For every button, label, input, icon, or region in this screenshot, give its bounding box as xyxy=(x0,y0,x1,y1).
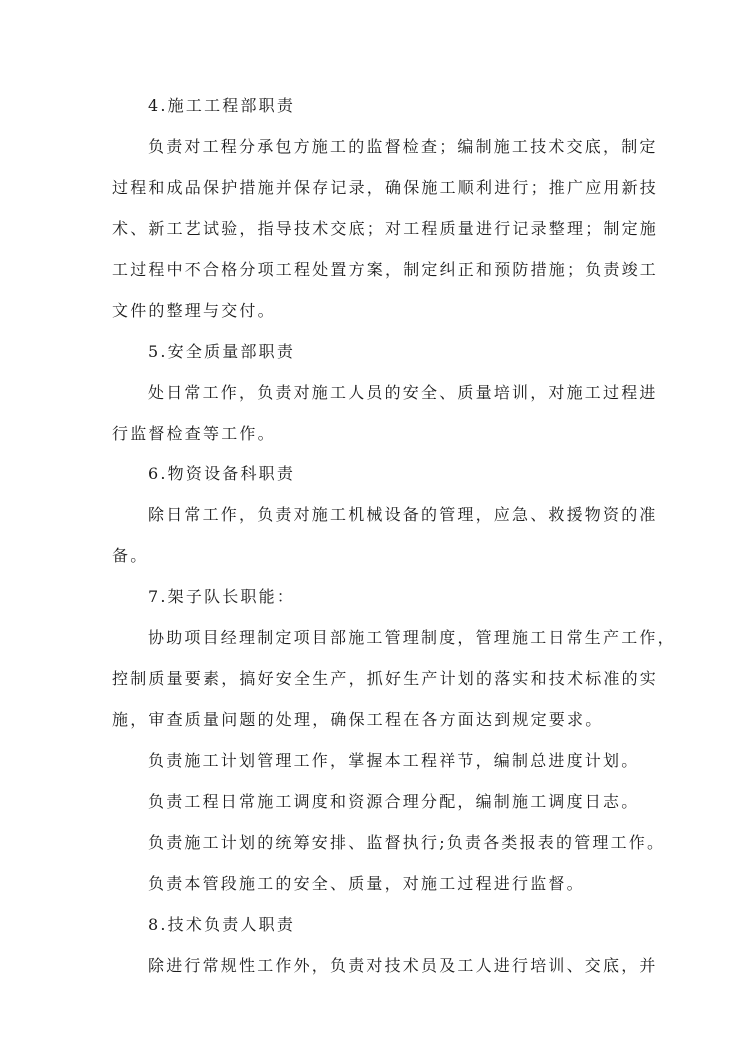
paragraph-line: 施，审查质量问题的处理，确保工程在各方面达到规定要求。 xyxy=(112,710,604,729)
paragraph-line: 负责本管段施工的安全、质量，对施工过程进行监督。 xyxy=(148,874,585,893)
section-heading: 7.架子队长职能： xyxy=(148,587,296,606)
section-heading: 5.安全质量部职责 xyxy=(148,342,296,361)
paragraph-line: 协助项目经理制定项目部施工管理制度，管理施工日常生产工作， xyxy=(148,628,676,647)
paragraph-line: 控制质量要素，搞好安全生产，抓好生产计划的落实和技术标准的实 xyxy=(112,669,659,688)
section-heading: 8.技术负责人职责 xyxy=(148,915,296,934)
section-heading: 4.施工工程部职责 xyxy=(148,96,296,115)
paragraph-line: 除进行常规性工作外，负责对技术员及工人进行培训、交底，并 xyxy=(148,956,658,975)
paragraph-line: 术、新工艺试验，指导技术交底；对工程质量进行记录整理；制定施 xyxy=(112,219,659,238)
paragraph-line: 过程和成品保护措施并保存记录，确保施工顺利进行；推广应用新技 xyxy=(112,178,659,197)
paragraph-line: 负责施工计划的统筹安排、监督执行;负责各类报表的管理工作。 xyxy=(148,833,666,852)
paragraph-line: 除日常工作，负责对施工机械设备的管理，应急、救援物资的准 xyxy=(148,505,658,524)
paragraph-line: 备。 xyxy=(112,546,149,565)
paragraph-line: 负责工程日常施工调度和资源合理分配，编制施工调度日志。 xyxy=(148,792,640,811)
paragraph-line: 工过程中不合格分项工程处置方案，制定纠正和预防措施；负责竣工 xyxy=(112,260,659,279)
paragraph-line: 行监督检查等工作。 xyxy=(112,424,276,443)
paragraph-line: 处日常工作，负责对施工人员的安全、质量培训，对施工过程进 xyxy=(148,383,658,402)
section-heading: 6.物资设备科职责 xyxy=(148,464,296,483)
paragraph-line: 负责施工计划管理工作，掌握本工程祥节，编制总进度计划。 xyxy=(148,751,640,770)
paragraph-line: 文件的整理与交付。 xyxy=(112,301,276,320)
paragraph-line: 负责对工程分承包方施工的监督检查；编制施工技术交底，制定 xyxy=(148,137,658,156)
